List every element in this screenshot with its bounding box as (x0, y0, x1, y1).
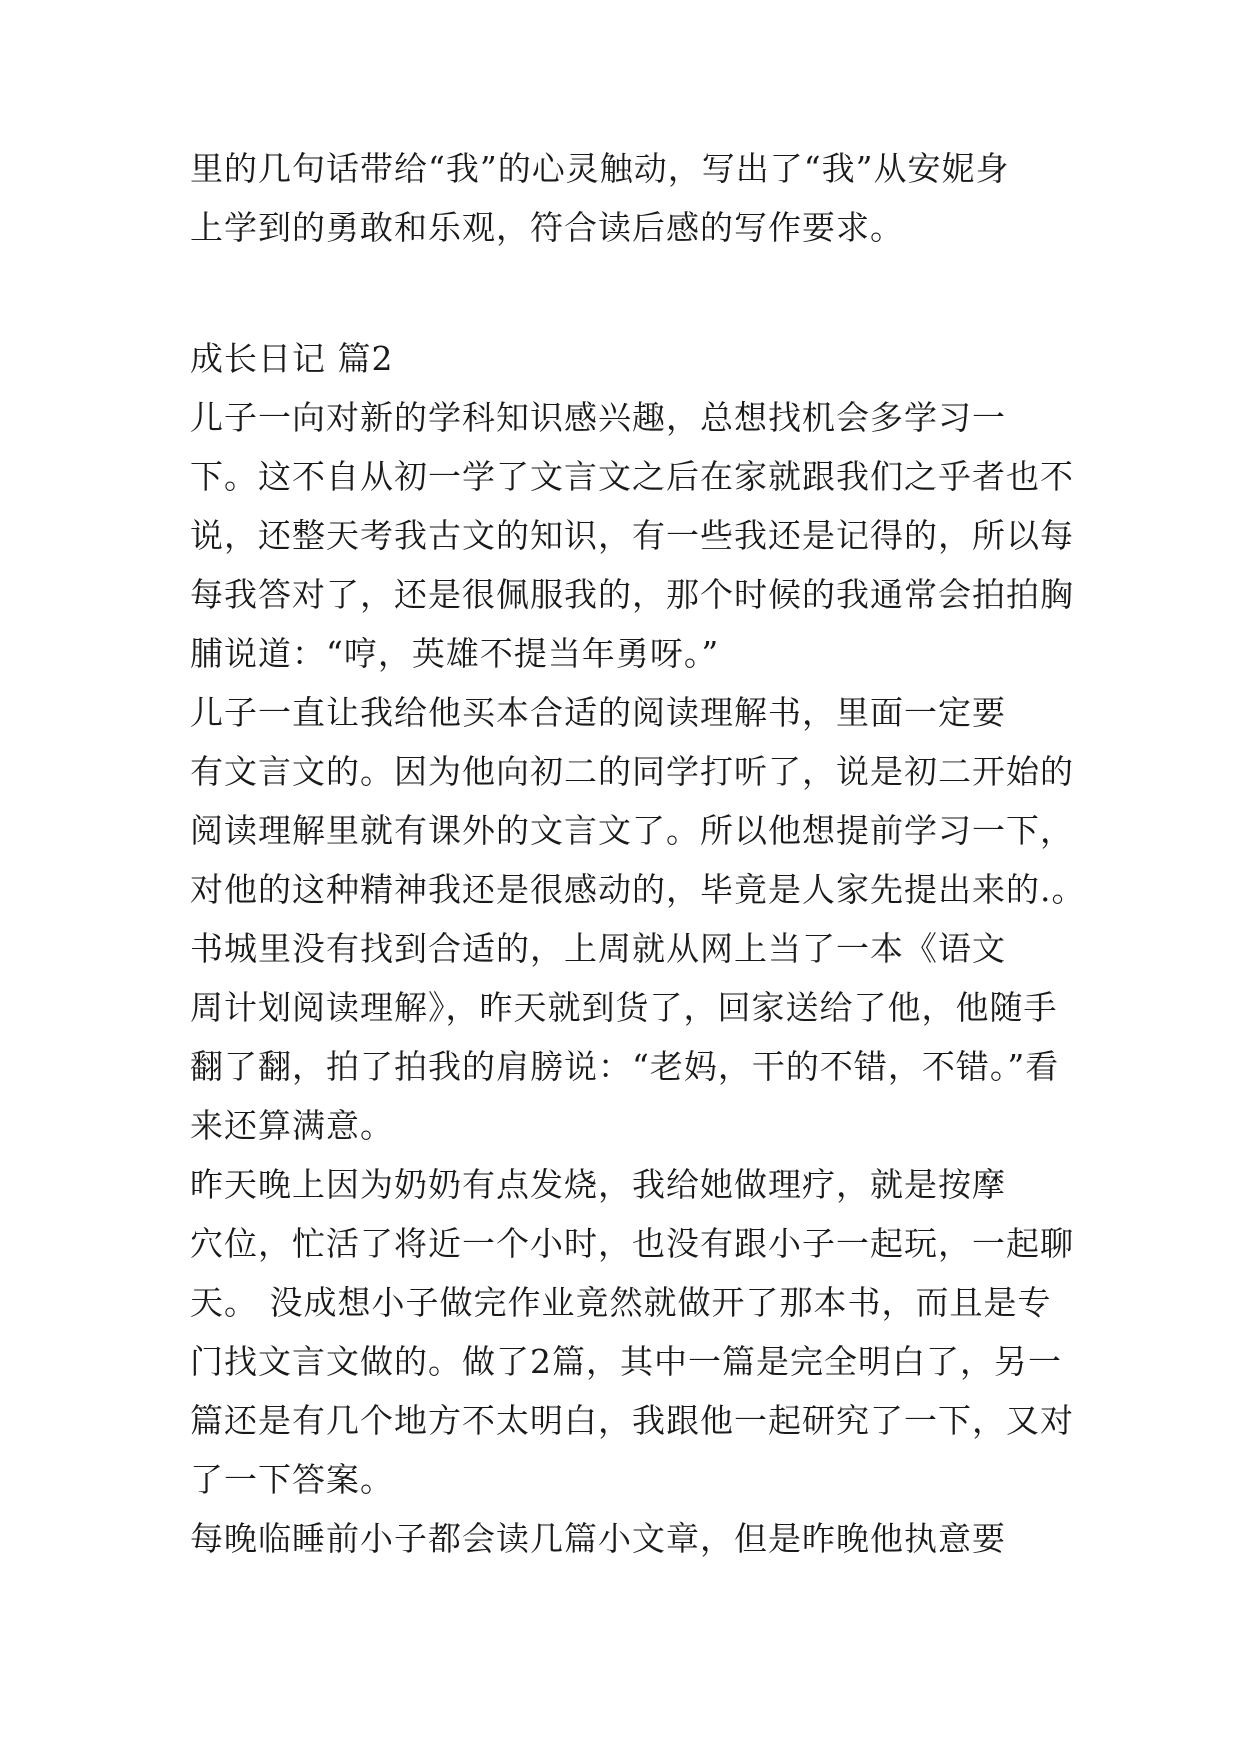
text-line: 天。 没成想小子做完作业竟然就做开了那本书，而且是专 (190, 1283, 1052, 1322)
text-line: 了一下答案。 (190, 1460, 394, 1499)
text-line: 篇还是有几个地方不太明白，我跟他一起研究了一下，又对 (190, 1401, 1074, 1440)
text-line: 阅读理解里就有课外的文言文了。所以他想提前学习一下， (190, 811, 1074, 850)
text-line: 里的几句话带给“我”的心灵触动，写出了“我”从安妮身 (190, 149, 1010, 188)
text-line: 书城里没有找到合适的，上周就从网上当了一本《语文 (190, 929, 1006, 968)
text-line: 每我答对了，还是很佩服我的，那个时候的我通常会拍拍胸 (190, 575, 1074, 614)
text-line: 穴位，忙活了将近一个小时，也没有跟小子一起玩，一起聊 (190, 1224, 1074, 1263)
text-line: 周计划阅读理解》，昨天就到货了，回家送给了他，他随手 (190, 988, 1058, 1027)
text-line: 脯说道：“哼，英雄不提当年勇呀。” (190, 634, 720, 673)
text-line: 昨天晚上因为奶奶有点发烧，我给她做理疗，就是按摩 (190, 1165, 1006, 1204)
text-line: 有文言文的。因为他向初二的同学打听了，说是初二开始的 (190, 752, 1074, 791)
text-line: 说，还整天考我古文的知识，有一些我还是记得的，所以每 (190, 516, 1074, 555)
section-heading: 成长日记 篇2 (190, 339, 394, 378)
text-line: 上学到的勇敢和乐观，符合读后感的写作要求。 (190, 208, 904, 247)
text-line: 每晚临睡前小子都会读几篇小文章，但是昨晚他执意要 (190, 1519, 1006, 1558)
text-line: 对他的这种精神我还是很感动的，毕竟是人家先提出来的.。 (190, 870, 1086, 909)
text-line: 儿子一直让我给他买本合适的阅读理解书，里面一定要 (190, 693, 1006, 732)
text-line: 儿子一向对新的学科知识感兴趣，总想找机会多学习一 (190, 398, 1006, 437)
text-line: 来还算满意。 (190, 1106, 394, 1145)
text-line: 下。这不自从初一学了文言文之后在家就跟我们之乎者也不 (190, 457, 1074, 496)
text-line: 翻了翻，拍了拍我的肩膀说：“老妈，干的不错，不错。”看 (190, 1047, 1060, 1086)
text-line: 门找文言文做的。做了2篇，其中一篇是完全明白了，另一 (190, 1342, 1062, 1381)
